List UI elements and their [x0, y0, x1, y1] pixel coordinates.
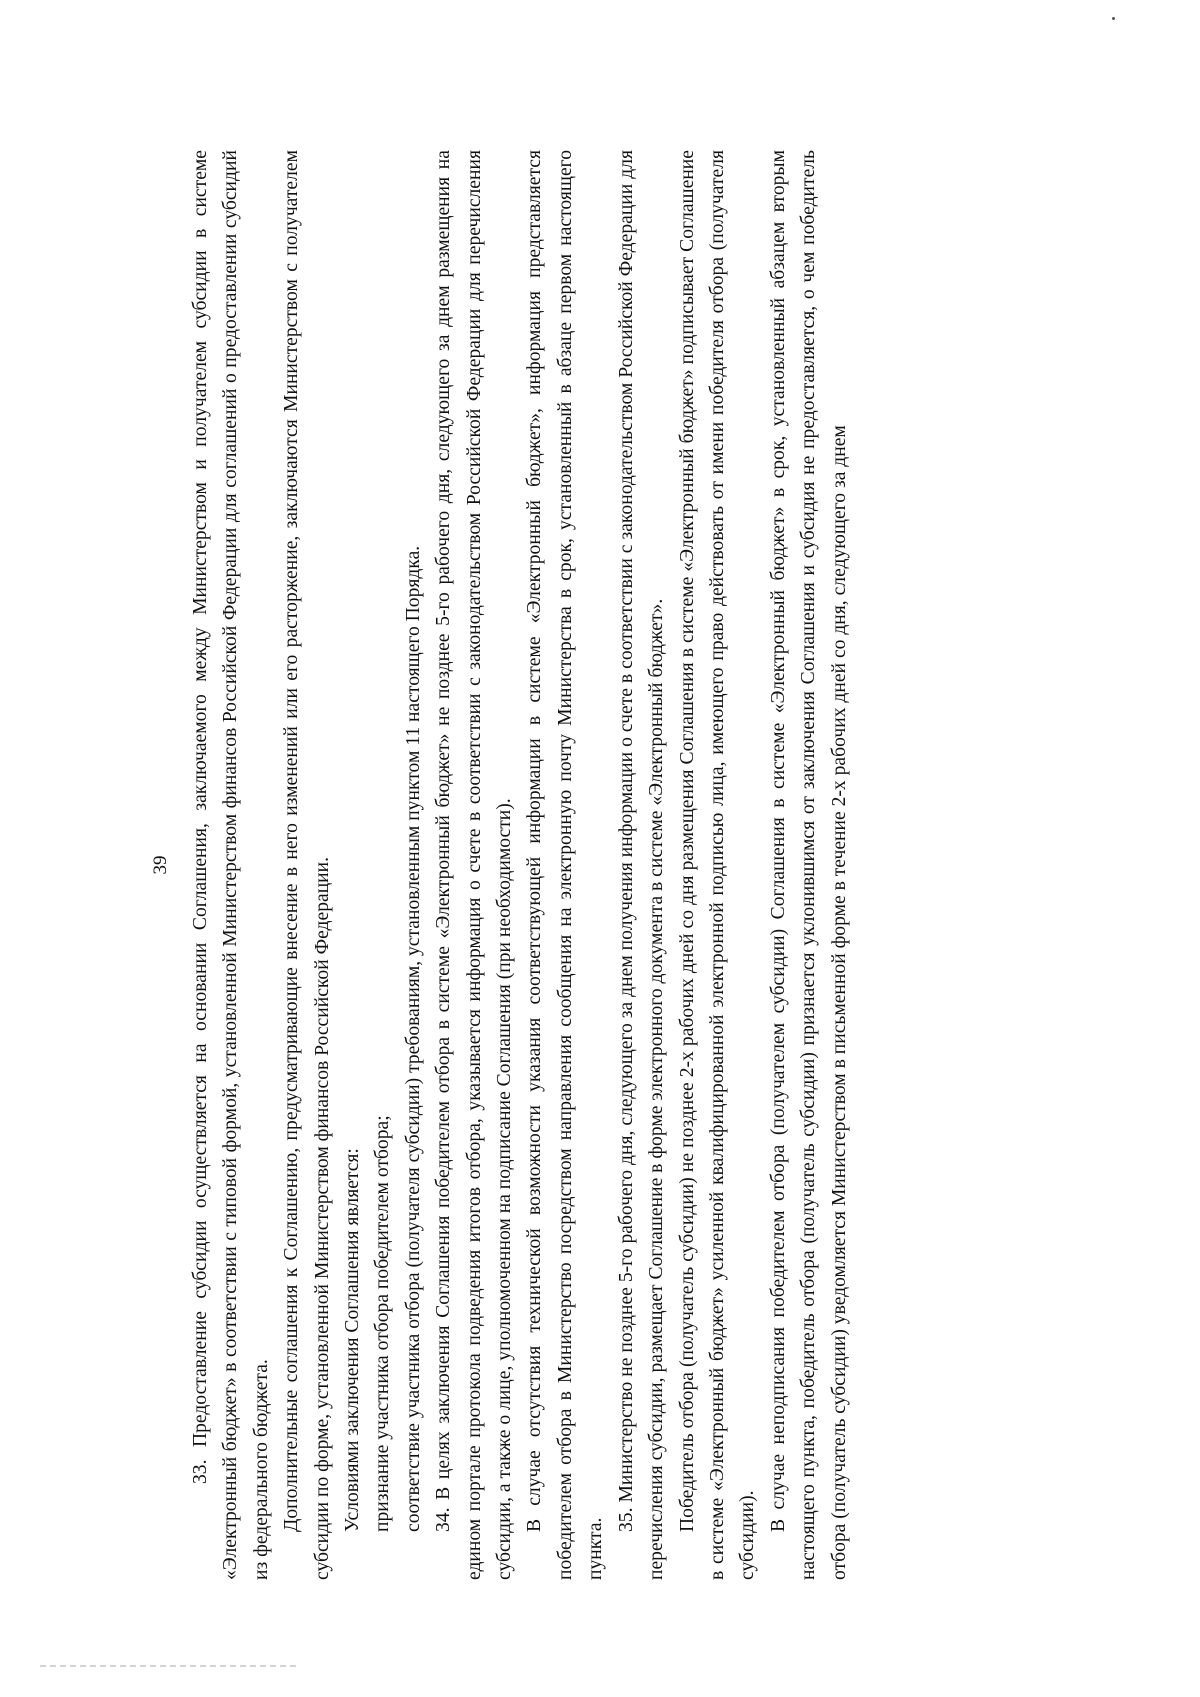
paragraph-no-technical-possibility: В случае отсутствия технической возможности указания соответствующей информации в системе «Электронный бюджет», информация представляется победителем отбора в Министерство посредством направления сообщения на электронную почту Министерства в срок, установленный в абзаце первом настоящего пункта.	[524, 150, 607, 1580]
scan-artifact-dot	[1112, 17, 1115, 20]
paragraph-condition-1: признание участника отбора победителем отбора;	[372, 1115, 394, 1532]
paragraph-additional-agreements: Дополнительные соглашения к Соглашению, предусматривающие внесение в него изменений или его расторжение, заключаются Министерством с получателем субсидии по форме, установленной Министерством финансов Российской Федерации.	[281, 150, 333, 1580]
page-number: 39	[150, 855, 171, 875]
paragraph-33: 33. Предоставление субсидии осуществляется на основании Соглашения, заключаемого между Министерством и получателем субсидии в системе «Электронный бюджет» в соответствии с типовой формой, установленной Министерством финансов Российской Федерации для соглашений о предоставлении субсидий из федерального бюджета.	[190, 150, 272, 1580]
paragraph-non-signing: В случае неподписания победителем отбора (получателем субсидии) Соглашения в системе «Электронный бюджет» в срок, установленный абзацем вторым настоящего пункта, победитель отбора (получатель субсидии) признается уклонившимся от заключения Соглашения и субсидия не предоставляется, о чем победитель отбора (получатель субсидии) уведомляется Министерством в письменной форме в течение 2-х рабочих дней со дня, следующего за днем	[767, 150, 850, 1580]
paragraph-conditions-intro: Условиями заключения Соглашения является:	[342, 1148, 364, 1532]
paragraph-34: 34. В целях заключения Соглашения победителем отбора в системе «Электронный бюджет» не позднее 5-го рабочего дня, следующего за днем размещения на едином портале протокола подведения итогов отбора, указывается информация о счете в соответствии с законодательством Российской Федерации для перечисления субсидии, а также о лице, уполномоченном на подписание Соглашения (при необходимости).	[433, 150, 516, 1580]
document-body	[186, 150, 855, 1580]
rotated-page-content	[150, 150, 855, 1580]
scan-artifact-line	[40, 1665, 300, 1667]
paragraph-35: 35. Министерство не позднее 5-го рабочего дня, следующего за днем получения информации о счете в соответствии с законодательством Российской Федерации для перечисления субсидии, размещает Соглашение в форме электронного документа в системе «Электронный бюджет».	[615, 150, 668, 1580]
paragraph-condition-2: соответствие участника отбора (получателя субсидии) требованиям, установленным пунктом 11 настоящего Порядка.	[402, 545, 424, 1532]
paragraph-winner-signs: Победитель отбора (получатель субсидии) не позднее 2-х рабочих дней со дня размещения Соглашения в системе «Электронный бюджет» подписывает Соглашение в системе «Электронный бюджет» усиленной квалифицированной электронной подписью лица, имеющего право действовать от имени победителя отбора (получателя субсидии).	[676, 150, 759, 1580]
